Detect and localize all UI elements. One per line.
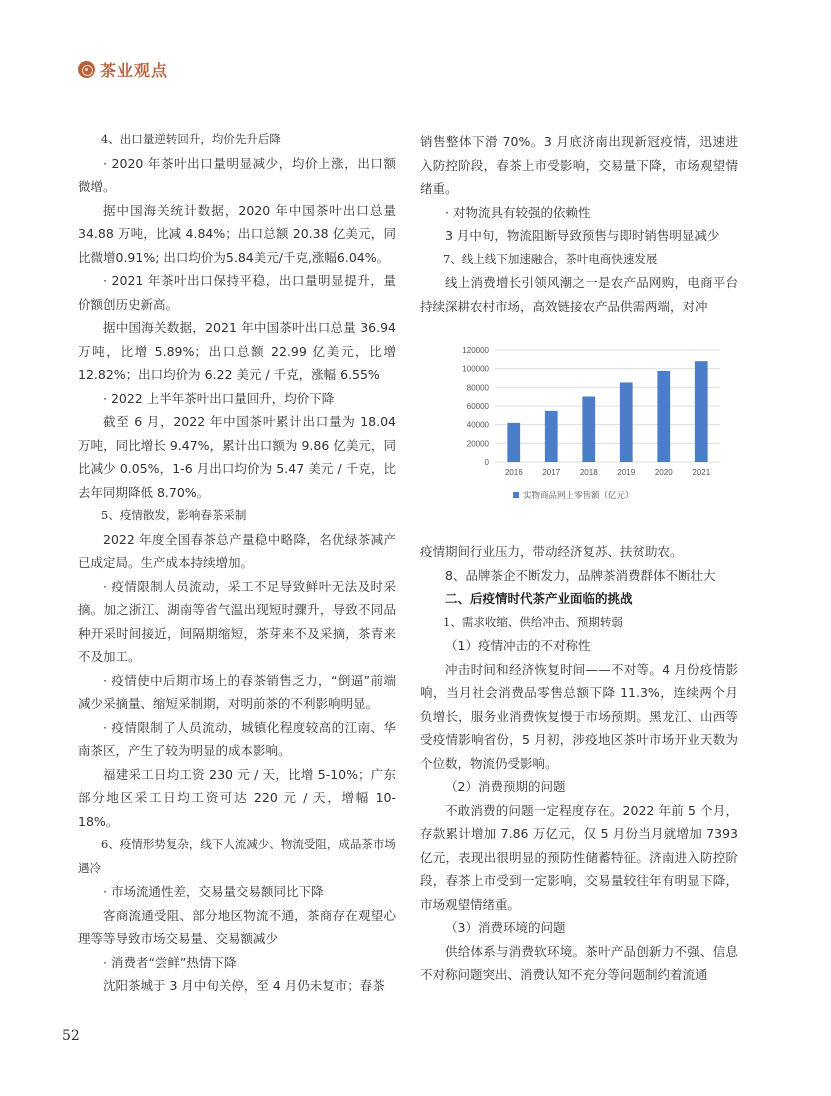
paragraph: 8、品牌茶企不断发力，品牌茶消费群体不断壮大 bbox=[445, 567, 716, 583]
paragraph: 福建采工日均工资 230 元 / 天，比增 5-10%；广东部分地区采工日均工资可达 220 元 / 天，增幅 10-18%。 bbox=[78, 766, 396, 829]
section-heading: 二、后疫情时代茶产业面临的挑战 bbox=[445, 591, 633, 606]
paragraph: · 疫情限制人员流动，采工不足导致鲜叶无法及时采摘。加之浙江、湖南等省气温出现短时骤升，导致不同品种开采时间接近，间隔期缩短，茶芽来不及采摘，茶青来不及加工。 bbox=[78, 578, 396, 664]
bar-2016 bbox=[507, 423, 520, 462]
paragraph-continued: 疫情期间行业压力，带动经济复苏、扶贫助农。 bbox=[420, 544, 683, 559]
paragraph: 供给体系与消费软环境。茶叶产品创新力不强、信息不对称问题突出、消费认知不充分等问题制约着流通 bbox=[420, 943, 738, 982]
paragraph: 不敢消费的问题一定程度存在。2022 年前 5 个月，存款累计增加 7.86 万亿元，仅 5 月份当月就增加 7393 亿元，表现出很明显的预防性储蓄特征。济南进入防控阶段，春茶上市受到一定影响，交易量较往年有明显下降，市场观望情绪重。 bbox=[420, 802, 738, 912]
y-tick-label: 40000 bbox=[466, 420, 489, 430]
section-header bbox=[78, 56, 168, 82]
y-tick-label: 60000 bbox=[466, 402, 489, 411]
x-tick-label: 2016 bbox=[504, 468, 523, 477]
paragraph: （3）消费环境的问题 bbox=[445, 920, 566, 935]
paragraph: 冲击时间和经济恢复时间——不对等。4 月份疫情影响，当月社会消费品零售总额下降 11.3%，连续两个月负增长，服务业消费恢复慢于市场预期。黑龙江、山西等受疫情影响省份，5 月初，涉疫地区茶叶市场开业天数为个位数，物流仍受影响。 bbox=[420, 661, 738, 771]
x-tick-label: 2021 bbox=[692, 468, 711, 477]
paragraph: 沈阳茶城于 3 月中旬关停，至 4 月仍未复市；春茶 bbox=[103, 978, 385, 993]
paragraph-continued: 销售整体下滑 70%。3 月底济南出现新冠疫情，迅速进入防控阶段，春茶上市受影响，交易量下降，市场观望情绪重。 bbox=[420, 134, 738, 196]
x-tick-label: 2019 bbox=[617, 468, 636, 477]
right-column-top-text bbox=[420, 130, 738, 318]
paragraph: （1）疫情冲击的不对称性 bbox=[445, 638, 591, 653]
x-tick-label: 2017 bbox=[542, 468, 561, 477]
paragraph: · 疫情限制了人员流动，城镇化程度较高的江南、华南茶区，产生了较为明显的成本影响。 bbox=[78, 719, 396, 758]
subheading: 7、线上线下加速融合，茶叶电商快速发展 bbox=[443, 251, 658, 266]
y-tick-label: 20000 bbox=[466, 439, 489, 449]
brand-logo-icon bbox=[78, 61, 95, 78]
section-title: 茶业观点 bbox=[100, 60, 169, 80]
right-column-bottom-text bbox=[420, 540, 738, 987]
bar-2021 bbox=[695, 361, 708, 462]
chart-svg bbox=[420, 332, 738, 530]
left-column bbox=[78, 128, 396, 998]
paragraph: 3 月中旬，物流阻断导致预售与即时销售明显减少 bbox=[445, 228, 720, 243]
y-tick-label: 100000 bbox=[462, 364, 489, 374]
subheading: 6、疫情形势复杂，线下人流减少、物流受阻，成品茶市场遇冷 bbox=[78, 837, 396, 875]
bar-2017 bbox=[545, 411, 558, 462]
paragraph: 截至 6 月，2022 年中国茶叶累计出口量为 18.04 万吨，同比增长 9.47%，累计出口额为 9.86 亿美元，同比减少 0.05%，1-6 月出口均价为 5.47 美元 / 千克，比去年同期降低 8.70%。 bbox=[78, 414, 396, 500]
paragraph: 客商流通受阻、部分地区物流不通，茶商存在观望心理等等导致市场交易量、交易额减少 bbox=[78, 907, 396, 946]
paragraph: （2）消费预期的问题 bbox=[445, 779, 566, 794]
paragraph: 据中国海关数据，2021 年中国茶叶出口总量 36.94 万吨，比增 5.89%；出口总额 22.99 亿美元，比增 12.82%；出口均价为 6.22 美元 / 千克，涨幅 6.55% bbox=[78, 320, 396, 382]
subheading: 4、出口量逆转回升，均价先升后降 bbox=[101, 132, 281, 146]
online-retail-bar-chart bbox=[420, 332, 738, 530]
bar-2020 bbox=[657, 371, 670, 462]
right-column bbox=[420, 130, 738, 987]
subheading: 5、疫情散发，影响春茶采制 bbox=[101, 508, 247, 522]
paragraph: · 2021 年茶叶出口保持平稳，出口量明显提升，量价额创历史新高。 bbox=[78, 273, 396, 312]
paragraph: 2022 年度全国春茶总产量稳中略降，名优绿茶减产已成定局。生产成本持续增加。 bbox=[78, 531, 396, 570]
bar-2018 bbox=[582, 396, 595, 462]
paragraph: · 2022 上半年茶叶出口量回升，均价下降 bbox=[103, 390, 335, 406]
bar-2019 bbox=[620, 382, 633, 462]
paragraph: · 消费者“尝鲜”热情下降 bbox=[103, 954, 237, 970]
paragraph: · 对物流具有较强的依赖性 bbox=[445, 204, 591, 220]
paragraph: · 市场流通性差，交易量交易额同比下降 bbox=[103, 884, 324, 899]
paragraph: · 疫情使中后期市场上的春茶销售乏力，“倒逼”前端减少采摘量、缩短采制期，对明前茶的不利影响明显。 bbox=[78, 672, 396, 711]
subheading: 1、需求收缩、供给冲击、预期转弱 bbox=[443, 614, 623, 629]
x-tick-label: 2020 bbox=[654, 468, 673, 477]
paragraph: 据中国海关统计数据，2020 年中国茶叶出口总量 34.88 万吨，比减 4.84%；出口总额 20.38 亿美元，同比微增0.91%; 出口均价为5.84美元/千克,涨幅6.04%。 bbox=[78, 202, 396, 265]
legend-swatch bbox=[513, 492, 519, 498]
y-tick-label: 120000 bbox=[462, 346, 489, 355]
y-tick-label: 0 bbox=[484, 458, 489, 467]
legend-label: 实物商品网上零售额（亿元） bbox=[523, 491, 634, 501]
page-number: 52 bbox=[62, 1028, 80, 1044]
paragraph: · 2020 年茶叶出口量明显减少，均价上涨，出口额微增。 bbox=[78, 155, 396, 194]
y-tick-label: 80000 bbox=[466, 383, 489, 393]
x-tick-label: 2018 bbox=[579, 468, 598, 477]
paragraph: 线上消费增长引领风潮之一是农产品网购，电商平台持续深耕农村市场，高效链接农产品供需两端，对冲 bbox=[420, 275, 738, 314]
